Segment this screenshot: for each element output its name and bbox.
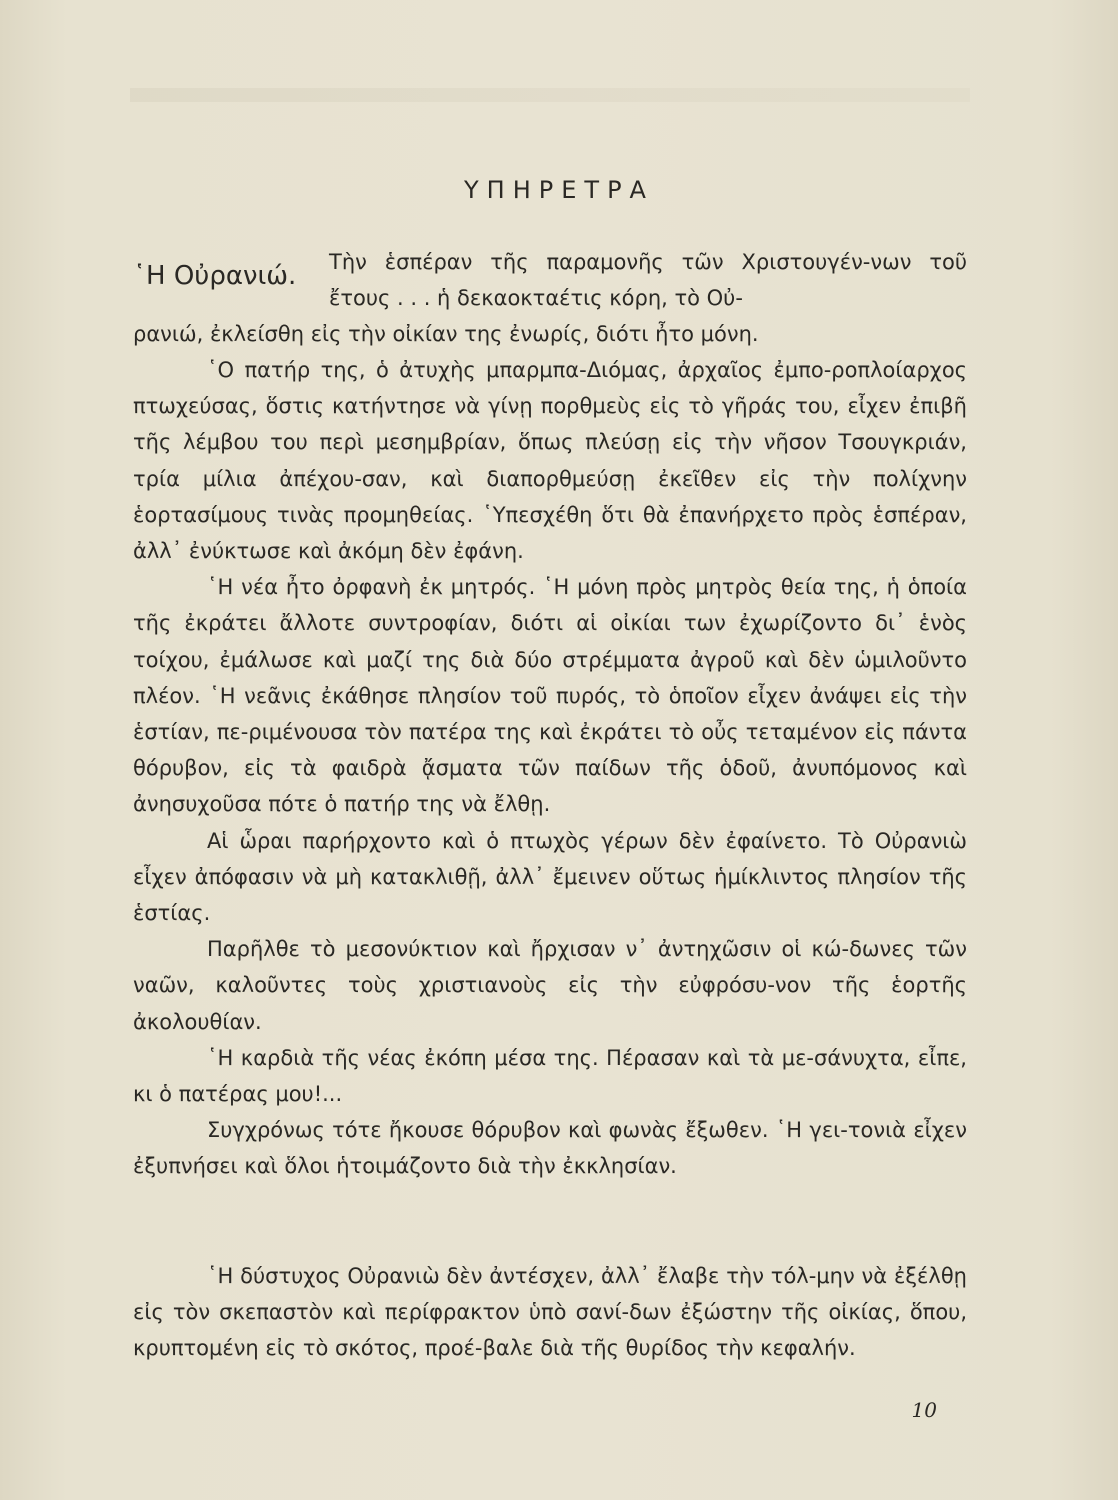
paragraph-balcony: ῾Η δύστυχος Οὐρανιὼ δὲν ἀντέσχεν, ἀλλ᾿ ἔλαβε τὴν τόλ-μην νὰ ἐξέλθῃ εἰς τὸν σκεπαστὸν καὶ περίφρακτον ὑπὸ σανί-δων ἐξώστην τῆς οἰκίας, ὅπου, κρυπτομένη εἰς τὸ σκότος, προέ-βαλε διὰ τῆς θυρίδος τὴν κεφαλήν. (133, 1264, 967, 1361)
paragraph-heart: ῾Η καρδιὰ τῆς νέας ἐκόπη μέσα της. Πέρασαν καὶ τὰ με-σάνυχτα, εἶπε, κι ὁ πατέρας μου!... (133, 1045, 967, 1107)
lead-name: ῾Η Οὐρανιώ. (133, 261, 297, 291)
lead-side-text: Τὴν ἑσπέραν τῆς παραμονῆς τῶν Χριστουγέν-νων τοῦ ἔτους . . . ἡ δεκαοκταέτις κόρη, τὸ Οὐ- (329, 250, 967, 311)
paragraph-father: ῾Ο πατήρ της, ὁ ἀτυχὴς μπαρμπα-Διόμας, ἀρχαῖος ἐμπο-ροπλοίαρχος πτωχεύσας, ὅστις κατήντησε νὰ γίνῃ πορθμεὺς εἰς τὸ γῆράς του, εἶχεν ἐπιβῆ τῆς λέμβου του περὶ μεσημβρίαν, ὅπως πλεύσῃ εἰς τὴν νῆσον Τσουγκριάν, τρία μίλια ἀπέχου-σαν, καὶ διαπορθμεύσῃ ἐκεῖθεν εἰς τὴν πολίχνην ἑορτασίμους τινὰς προμηθείας. ῾Υπεσχέθη ὅτι θὰ ἐπανήρχετο πρὸς ἑσπέραν, ἀλλ᾿ ἐνύκτωσε καὶ ἀκόμη δὲν ἐφάνη. (133, 358, 967, 564)
chapter-title: ΥΠΗΡΕΤΡΑ (464, 176, 654, 204)
closing-section (133, 1258, 967, 1367)
bleed-through-header (130, 88, 970, 102)
main-body (133, 352, 967, 1185)
paragraph-hours: Αἱ ὧραι παρήρχοντο καὶ ὁ πτωχὸς γέρων δὲν ἐφαίνετο. Τὸ Οὐρανιὼ εἶχεν ἀπόφασιν νὰ μὴ κατακλιθῇ, ἀλλ᾿ ἔμεινεν οὕτως ἡμίκλιντος πλησίον τῆς ἑστίας. (133, 828, 967, 926)
paragraph-neighbourhood: Συγχρόνως τότε ἤκουσε θόρυβον καὶ φωνὰς ἔξωθεν. ῾Η γει-τονιὰ εἶχεν ἐξυπνήσει καὶ ὅλοι ἡτοιμάζοντο διὰ τὴν ἐκκλησίαν. (133, 1118, 967, 1179)
paragraph-orphan: ῾Η νέα ἦτο ὀρφανὴ ἐκ μητρός. ῾Η μόνη πρὸς μητρὸς θεία της, ἡ ὁποία τῆς ἐκράτει ἄλλοτε συντροφίαν, διότι αἱ οἰκίαι των ἐχωρίζοντο δι᾿ ἑνὸς τοίχου, ἐμάλωσε καὶ μαζί της διὰ δύο στρέμματα ἀγροῦ καὶ δὲν ὡμιλοῦντο πλέον. ῾Η νεᾶνις ἐκάθησε πλησίον τοῦ πυρός, τὸ ὁποῖον εἶχεν ἀνάψει εἰς τὴν ἑστίαν, πε-ριμένουσα τὸν πατέρα της καὶ ἐκράτει τὸ οὖς τεταμένον εἰς πάντα θόρυβον, εἰς τὰ φαιδρὰ ᾄσματα τῶν παίδων τῆς ὁδοῦ, ἀνυπόμονος καὶ ἀνησυχοῦσα πότε ὁ πατήρ της νὰ ἔλθῃ. (133, 575, 967, 817)
page-number: 10 (911, 1398, 937, 1422)
paragraph-midnight: Παρῆλθε τὸ μεσονύκτιον καὶ ἤρχισαν ν᾿ ἀντηχῶσιν οἱ κώ-δωνες τῶν ναῶν, καλοῦντες τοὺς χριστιανοὺς εἰς τὴν εὐφρόσυ-νον τῆς ἑορτῆς ἀκολουθίαν. (133, 937, 967, 1034)
opening-section (133, 244, 967, 353)
lead-continuation: ρανιώ, ἐκλείσθη εἰς τὴν οἰκίαν της ἐνωρίς, διότι ἦτο μόνη. (133, 322, 759, 347)
lead-row (133, 244, 967, 316)
